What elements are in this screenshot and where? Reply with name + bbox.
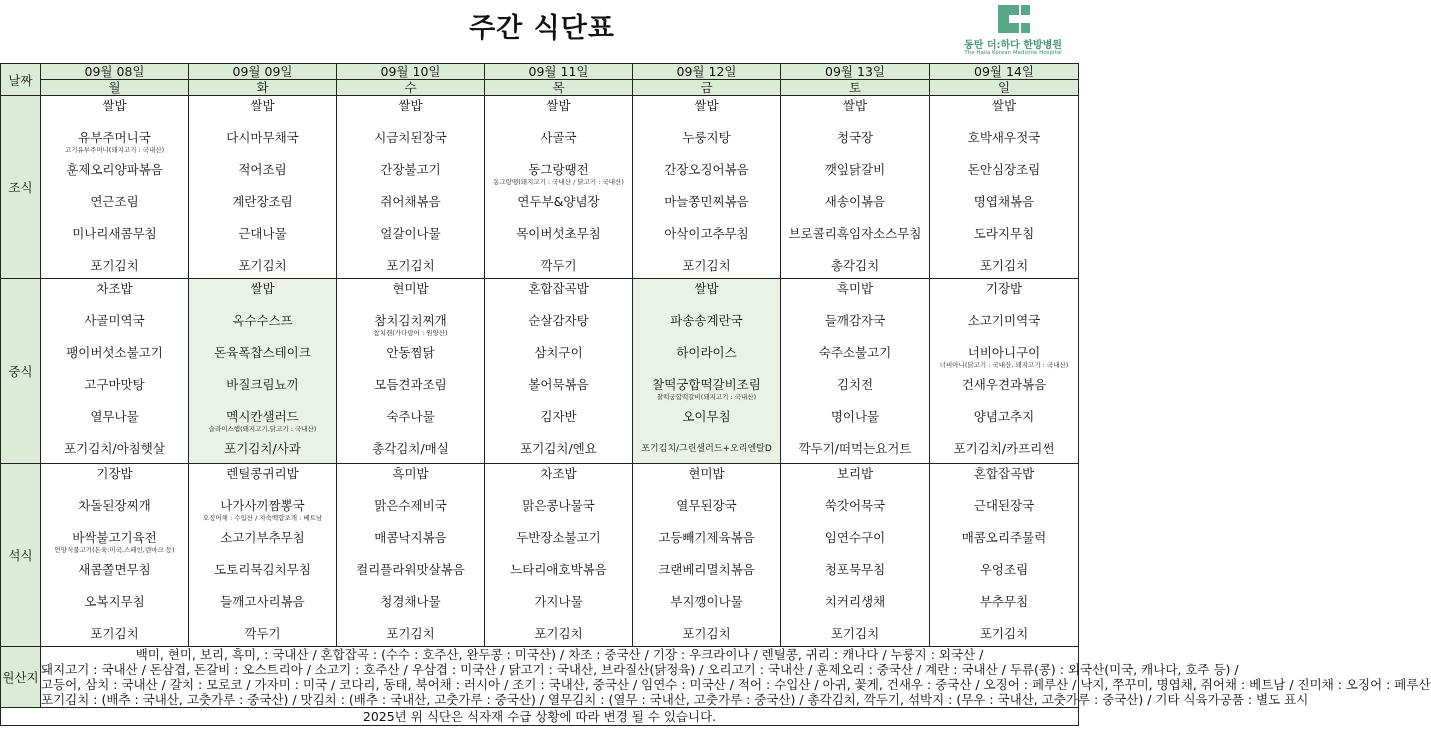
meal-cell <box>41 464 189 647</box>
menu-item: 부추무침 <box>979 594 1029 609</box>
menu-item: 쌀밥 <box>398 98 423 113</box>
day-date: 09월 11일 <box>485 64 633 80</box>
menu-item: 팽이버섯소불고기 <box>66 345 163 360</box>
menu-item: 오복지무침 <box>84 594 145 609</box>
menu-item: 깍두기/떠먹는요거트 <box>798 441 912 456</box>
menu-item: 포기김치 <box>830 626 880 641</box>
hospital-logo <box>948 5 1078 61</box>
day-weekday: 목 <box>485 80 633 96</box>
menu-item: 느타리애호박볶음 <box>510 562 607 577</box>
meal-cell <box>485 96 633 279</box>
origin-label: 원산지 <box>1 647 41 708</box>
menu-item: 호박새우젓국 <box>967 130 1041 145</box>
menu-item: 가지나물 <box>534 594 583 609</box>
menu-item: 포기김치 <box>90 258 139 273</box>
menu-item: 포기김치 <box>979 258 1029 273</box>
meal-cell <box>337 464 485 647</box>
menu-item: 현미밥 <box>392 281 429 296</box>
meal-cell <box>633 279 781 464</box>
menu-item: 유부주머니국 <box>78 130 151 145</box>
menu-item: 양념고추지 <box>973 409 1035 424</box>
menu-item: 소고기부추무침 <box>220 530 305 545</box>
menu-item: 새콤쫄면무침 <box>78 562 151 577</box>
meal-cell <box>189 96 337 279</box>
day-weekday: 금 <box>633 80 781 96</box>
day-weekday: 화 <box>189 80 337 96</box>
day-weekday: 일 <box>930 80 1079 96</box>
day-date: 09월 14일 <box>930 64 1079 80</box>
menu-item: 오이무침 <box>682 409 731 424</box>
menu-item: 옥수수스프 <box>232 313 293 328</box>
menu-item: 아삭이고추무침 <box>664 226 749 241</box>
meal-cell <box>930 279 1079 464</box>
menu-item: 쌀밥 <box>546 98 571 113</box>
footer-row <box>1 708 1079 726</box>
menu-item: 돈안심장조림 <box>967 162 1041 177</box>
menu-item: 다시마무채국 <box>226 130 299 145</box>
menu-item: 포기김치 <box>386 626 435 641</box>
day-date: 09월 10일 <box>337 64 485 80</box>
menu-item: 시금치된장국 <box>374 130 447 145</box>
day-date: 09월 08일 <box>41 64 189 80</box>
menu-item: 바싹불고기육전 <box>72 530 157 545</box>
menu-item: 깍두기 <box>540 258 577 273</box>
menu-item: 들깨감자국 <box>824 313 886 328</box>
menu-item: 포기김치 <box>90 626 139 641</box>
weekly-menu-table <box>0 63 1431 726</box>
menu-item: 숙주소불고기 <box>818 345 892 360</box>
meal-cell <box>930 96 1079 279</box>
menu-item-note: 찰떡궁합떡갈비(돼지고기 : 국내산) <box>656 393 757 401</box>
meal-cell <box>485 464 633 647</box>
menu-item: 임연수구이 <box>824 530 886 545</box>
menu-item: 청국장 <box>836 130 874 145</box>
menu-item: 볼어묵볶음 <box>528 377 589 392</box>
menu-item: 두반장소불고기 <box>516 530 601 545</box>
day-date: 09월 09일 <box>189 64 337 80</box>
menu-item: 기장밥 <box>96 466 133 481</box>
menu-item: 미나리새콤무침 <box>72 226 157 241</box>
date-label: 날짜 <box>1 64 41 96</box>
menu-item: 마늘쫑민찌볶음 <box>664 194 749 209</box>
menu-item-note: 너비아니(닭고기 : 국내산, 돼지고기 : 국내산) <box>939 361 1069 369</box>
menu-item: 포기김치/사과 <box>224 441 301 456</box>
menu-item: 매콤낙지볶음 <box>374 530 447 545</box>
menu-item: 모듬견과조림 <box>374 377 447 392</box>
day-weekday: 월 <box>41 80 189 96</box>
menu-item: 계란장조림 <box>232 194 293 209</box>
menu-item: 매콤오리주물럭 <box>961 530 1047 545</box>
menu-item: 고구마맛탕 <box>84 377 145 392</box>
menu-item: 김자반 <box>540 409 577 424</box>
menu-item: 포기김치/그린샐러드+오리엔탈D <box>641 444 772 454</box>
menu-item: 포기김치 <box>682 626 731 641</box>
menu-item: 누룽지탕 <box>682 130 731 145</box>
meal-cell <box>633 464 781 647</box>
menu-item: 숙주나물 <box>386 409 435 424</box>
menu-item: 크랜베리멸치볶음 <box>658 562 755 577</box>
menu-item: 소고기미역국 <box>967 313 1041 328</box>
menu-item: 적어조림 <box>238 162 287 177</box>
meal-cell <box>781 464 930 647</box>
menu-item: 도라지무침 <box>973 226 1035 241</box>
meal-cell <box>189 279 337 464</box>
menu-item: 포기김치 <box>979 626 1029 641</box>
menu-item: 명이나물 <box>830 409 880 424</box>
menu-item: 총각김치 <box>830 258 880 273</box>
origin-line: 고등어, 삼치 : 국내산 / 갈치 : 모로코 / 가자미 : 미국 / 코다리, 동태, 북어채 : 러시아 / 조기 : 국내산, 중국산 / 임연수 : 미국산 / 적어 : 수입산 / 아귀, 꽃게, 건새우 : 중국산 / 오징어 : 페루산 / 낙지, 쭈꾸미, 명엽채, 쥐어채 : 베트남 / 진미채 : 오징어 : 페루산 <box>41 677 1431 692</box>
menu-item: 흑미밥 <box>392 466 429 481</box>
menu-item-note: 동그랑땡(돼지고기 : 국내산 / 닭고기 : 국내산) <box>493 178 624 186</box>
menu-item: 청포묵무침 <box>824 562 886 577</box>
menu-item: 도토리묵김치무침 <box>214 562 311 577</box>
origin-line: 포기김치 : (배추 : 국내산, 고춧가루 : 중국산) / 맛김치 : (배추 : 국내산, 고춧가루 : 중국산) / 열무김치 : (열무 : 국내산, 고춧가루 : 중국산) / 총각김치, 깍두기, 섞박지 : (무우 : 국내산, 고춧가루 : 중국산) / 기타 식육가공품 : 별도 표시 <box>41 692 1309 707</box>
breakfast-label: 조식 <box>1 96 41 279</box>
menu-item: 차조밥 <box>540 466 577 481</box>
menu-item: 포기김치/아침햇살 <box>64 441 165 456</box>
menu-item: 맑은콩나물국 <box>522 498 595 513</box>
menu-item: 포기김치/엔요 <box>520 441 597 456</box>
menu-item: 브로콜리흑임자소스무침 <box>788 226 922 241</box>
menu-item: 파송송계란국 <box>670 313 743 328</box>
menu-item: 열무나물 <box>90 409 139 424</box>
menu-item: 연근조림 <box>90 194 139 209</box>
menu-item: 우엉조림 <box>979 562 1029 577</box>
weekday-row <box>1 80 1079 96</box>
menu-item: 포기김치 <box>238 258 287 273</box>
breakfast-row <box>1 96 1079 279</box>
meal-cell <box>930 464 1079 647</box>
origin-line: 백미, 현미, 보리, 흑미, : 국내산 / 혼합잡곡 : (수수 : 호주산, 완두콩 : 미국산) / 차조 : 중국산 / 기장 : 우크라이나 / 렌틸콩, 귀리 : 캐나다 / 누룽지 : 외국산 / <box>135 647 984 662</box>
menu-item: 포기김치 <box>534 626 583 641</box>
day-weekday: 수 <box>337 80 485 96</box>
menu-item: 총각김치/매실 <box>372 441 449 456</box>
menu-item: 현미밥 <box>688 466 725 481</box>
menu-item: 순살감자탕 <box>528 313 589 328</box>
menu-item: 깻잎닭갈비 <box>824 162 886 177</box>
menu-item: 안동찜닭 <box>386 345 435 360</box>
day-date: 09월 12일 <box>633 64 781 80</box>
menu-item: 김치전 <box>836 377 874 392</box>
menu-item: 포기김치 <box>386 258 435 273</box>
menu-item: 바질크림뇨끼 <box>226 377 299 392</box>
date-row <box>1 64 1079 80</box>
menu-item: 포기김치/카프리썬 <box>953 441 1055 456</box>
menu-item: 차돌된장찌개 <box>78 498 151 513</box>
menu-item: 명엽채볶음 <box>973 194 1035 209</box>
meal-cell <box>41 96 189 279</box>
menu-item: 돈육폭찹스테이크 <box>214 345 311 360</box>
hospital-logo-icon <box>998 5 1030 33</box>
menu-item: 하이라이스 <box>676 345 737 360</box>
menu-item: 컬리플라워맛살볶음 <box>356 562 465 577</box>
menu-item: 쌀밥 <box>842 98 868 113</box>
menu-item: 보리밥 <box>836 466 874 481</box>
menu-item: 동그랑땡전 <box>528 162 589 177</box>
lunch-label: 중식 <box>1 279 41 464</box>
meal-cell <box>337 96 485 279</box>
meal-cell <box>485 279 633 464</box>
menu-item: 쑥갓어묵국 <box>824 498 886 513</box>
menu-item: 렌틸콩귀리밥 <box>226 466 299 481</box>
menu-item: 쌀밥 <box>250 281 275 296</box>
menu-item-note: 슬라이스햄(돼지고기,닭고기 : 국내산) <box>208 425 317 433</box>
menu-item: 참치김치찌개 <box>374 313 447 328</box>
menu-item: 기장밥 <box>985 281 1023 296</box>
menu-item: 혼합잡곡밥 <box>528 281 589 296</box>
menu-item: 들깨고사리볶음 <box>220 594 305 609</box>
menu-item: 훈제오리양파볶음 <box>66 162 163 177</box>
origin-info <box>41 647 1431 708</box>
menu-item: 쌀밥 <box>694 98 719 113</box>
menu-item-note: 참치캔(가다랑어 : 원양산) <box>373 329 448 337</box>
meal-cell <box>781 96 930 279</box>
day-weekday: 토 <box>781 80 930 96</box>
hospital-name: 동탄 더:하다 한방병원 <box>964 40 1062 51</box>
origin-row <box>1 647 1079 708</box>
menu-item: 쌀밥 <box>250 98 275 113</box>
menu-item-note: 고기유부주머니(돼지고기 : 국내산) <box>64 146 165 154</box>
menu-item: 사골미역국 <box>84 313 145 328</box>
menu-item: 목이버섯초무침 <box>516 226 601 241</box>
menu-item-note: 오징어채 : 수입산 / 자숙백합조개 : 베트남 <box>202 514 323 522</box>
meal-cell <box>337 279 485 464</box>
menu-item: 쌀밥 <box>102 98 127 113</box>
menu-item: 열무된장국 <box>676 498 737 513</box>
menu-item: 치커리생채 <box>824 594 886 609</box>
meal-cell <box>189 464 337 647</box>
menu-item: 건새우견과볶음 <box>961 377 1047 392</box>
menu-item: 삼치구이 <box>534 345 583 360</box>
day-date: 09월 13일 <box>781 64 930 80</box>
menu-item: 깍두기 <box>244 626 281 641</box>
menu-item: 흑미밥 <box>836 281 874 296</box>
menu-item: 차조밥 <box>96 281 133 296</box>
menu-item-note: 언양식불고기(돈육:미국,스페인,덴마크 등) <box>54 546 175 554</box>
menu-item: 연두부&양념장 <box>517 194 600 209</box>
menu-item: 고등빼기제육볶음 <box>658 530 755 545</box>
meal-cell <box>633 96 781 279</box>
menu-item: 포기김치 <box>682 258 731 273</box>
menu-item: 간장불고기 <box>380 162 441 177</box>
menu-item: 쌀밥 <box>694 281 719 296</box>
lunch-row <box>1 279 1079 464</box>
menu-item: 근대나물 <box>238 226 287 241</box>
menu-item: 부지깽이나물 <box>670 594 743 609</box>
menu-item: 찰떡궁합떡갈비조림 <box>652 377 761 392</box>
menu-item: 멕시칸샐러드 <box>226 409 299 424</box>
menu-item: 나가사끼짬뽕국 <box>220 498 305 513</box>
dinner-label: 석식 <box>1 464 41 647</box>
menu-item: 얼갈이나물 <box>380 226 441 241</box>
menu-item: 너비아니구이 <box>967 345 1041 360</box>
menu-item: 근대된장국 <box>973 498 1035 513</box>
meal-cell <box>781 279 930 464</box>
footer-note: 2025년 위 식단은 식자재 수급 상황에 따라 변경 될 수 있습니다. <box>1 708 1079 726</box>
page-title: 주간 식단표 <box>469 13 615 44</box>
dinner-row <box>1 464 1079 647</box>
origin-line: 돼지고기 : 국내산 / 돈삼겹, 돈갈비 : 오스트리아 / 소고기 : 호주산 / 우삼겹 : 미국산 / 닭고기 : 국내산, 브라질산(닭정육) / 오리고기 : 국내산 / 훈제오리 : 중국산 / 계란 : 국내산 / 두류(콩) : 외국산(미국, 캐나다, 호주 등) / <box>41 662 1239 677</box>
meal-cell <box>41 279 189 464</box>
menu-item: 새송이볶음 <box>824 194 886 209</box>
menu-item: 청경채나물 <box>380 594 441 609</box>
hospital-english-name: The Haila Korean Medicine Hospital <box>964 50 1062 56</box>
menu-item: 혼합잡곡밥 <box>973 466 1035 481</box>
menu-item: 맑은수제비국 <box>374 498 447 513</box>
menu-item: 사골국 <box>540 130 577 145</box>
menu-item: 쌀밥 <box>991 98 1017 113</box>
menu-item: 쥐어채볶음 <box>380 194 441 209</box>
menu-item: 간장오징어볶음 <box>664 162 749 177</box>
